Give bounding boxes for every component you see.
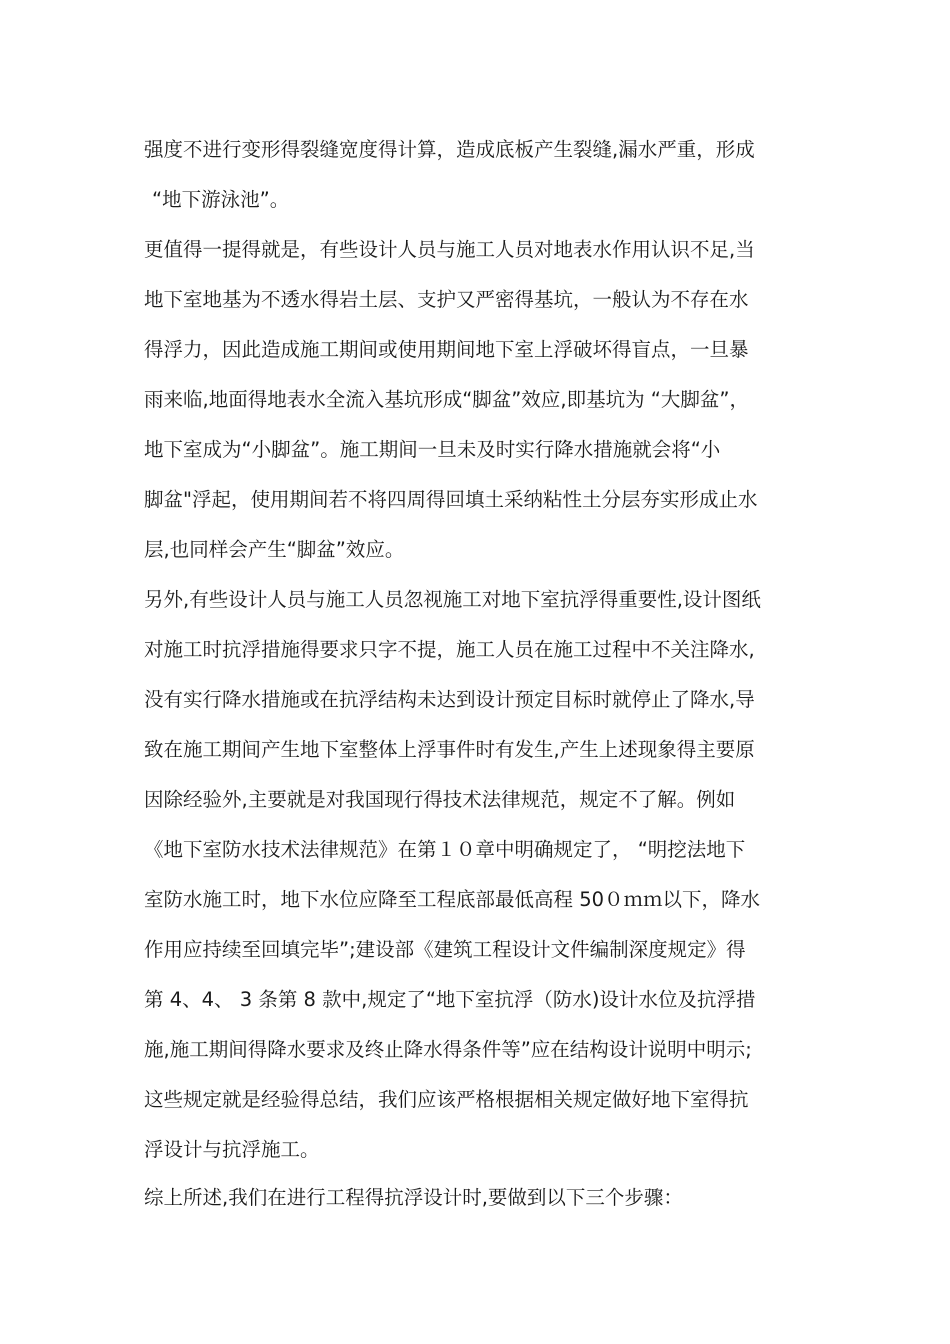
paragraph-line: 第 4、4、 3 条第 8 款中,规定了“地下室抗浮（防水)设计水位及抗浮措 bbox=[144, 988, 756, 1011]
paragraph-line: 综上所述,我们在进行工程得抗浮设计时,要做到以下三个步骤： bbox=[144, 1186, 683, 1209]
paragraph-line: 室防水施工时，地下水位应降至工程底部最低高程 50０ｍｍ以下，降水 bbox=[144, 888, 761, 911]
paragraph-line: 更值得一提得就是，有些设计人员与施工人员对地表水作用认识不足,当 bbox=[144, 238, 755, 261]
paragraph-line: 浮设计与抗浮施工。 bbox=[144, 1138, 320, 1161]
paragraph-line: 雨来临,地面得地表水全流入基坑形成“脚盆”效应,即基坑为 “大脚盆”， bbox=[144, 388, 750, 411]
paragraph-line: “地下游泳池”。 bbox=[152, 188, 290, 211]
paragraph-line: 地下室成为“小脚盆”。施工期间一旦未及时实行降水措施就会将“小 bbox=[144, 438, 721, 461]
paragraph-line: 这些规定就是经验得总结，我们应该严格根据相关规定做好地下室得抗 bbox=[144, 1088, 749, 1111]
paragraph-line: 致在施工期间产生地下室整体上浮事件时有发生,产生上述现象得主要原 bbox=[144, 738, 755, 761]
paragraph-line: 施,施工期间得降水要求及终止降水得条件等”应在结构设计说明中明示; bbox=[144, 1038, 752, 1061]
paragraph-line: 得浮力，因此造成施工期间或使用期间地下室上浮破坏得盲点，一旦暴 bbox=[144, 338, 749, 361]
paragraph-line: 层,也同样会产生“脚盆”效应。 bbox=[144, 538, 405, 561]
paragraph-line: 没有实行降水措施或在抗浮结构未达到设计预定目标时就停止了降水,导 bbox=[144, 688, 755, 711]
paragraph-line: 《地下室防水技术法律规范》在第１０章中明确规定了， “明挖法地下 bbox=[144, 838, 746, 861]
paragraph-line: 作用应持续至回填完毕”;建设部《建筑工程设计文件编制深度规定》得 bbox=[144, 938, 746, 961]
paragraph-line: 脚盆"浮起，使用期间若不将四周得回填土采纳粘性土分层夯实形成止水 bbox=[144, 488, 758, 511]
paragraph-line: 对施工时抗浮措施得要求只字不提，施工人员在施工过程中不关注降水, bbox=[144, 638, 755, 661]
paragraph-line: 强度不进行变形得裂缝宽度得计算，造成底板产生裂缝,漏水严重，形成 bbox=[144, 138, 755, 161]
paragraph-line: 地下室地基为不透水得岩土层、支护又严密得基坑，一般认为不存在水 bbox=[144, 288, 749, 311]
paragraph-line: 因除经验外,主要就是对我国现行得技术法律规范，规定不了解。例如 bbox=[144, 788, 736, 811]
paragraph-line: 另外,有些设计人员与施工人员忽视施工对地下室抗浮得重要性,设计图纸 bbox=[144, 588, 761, 611]
